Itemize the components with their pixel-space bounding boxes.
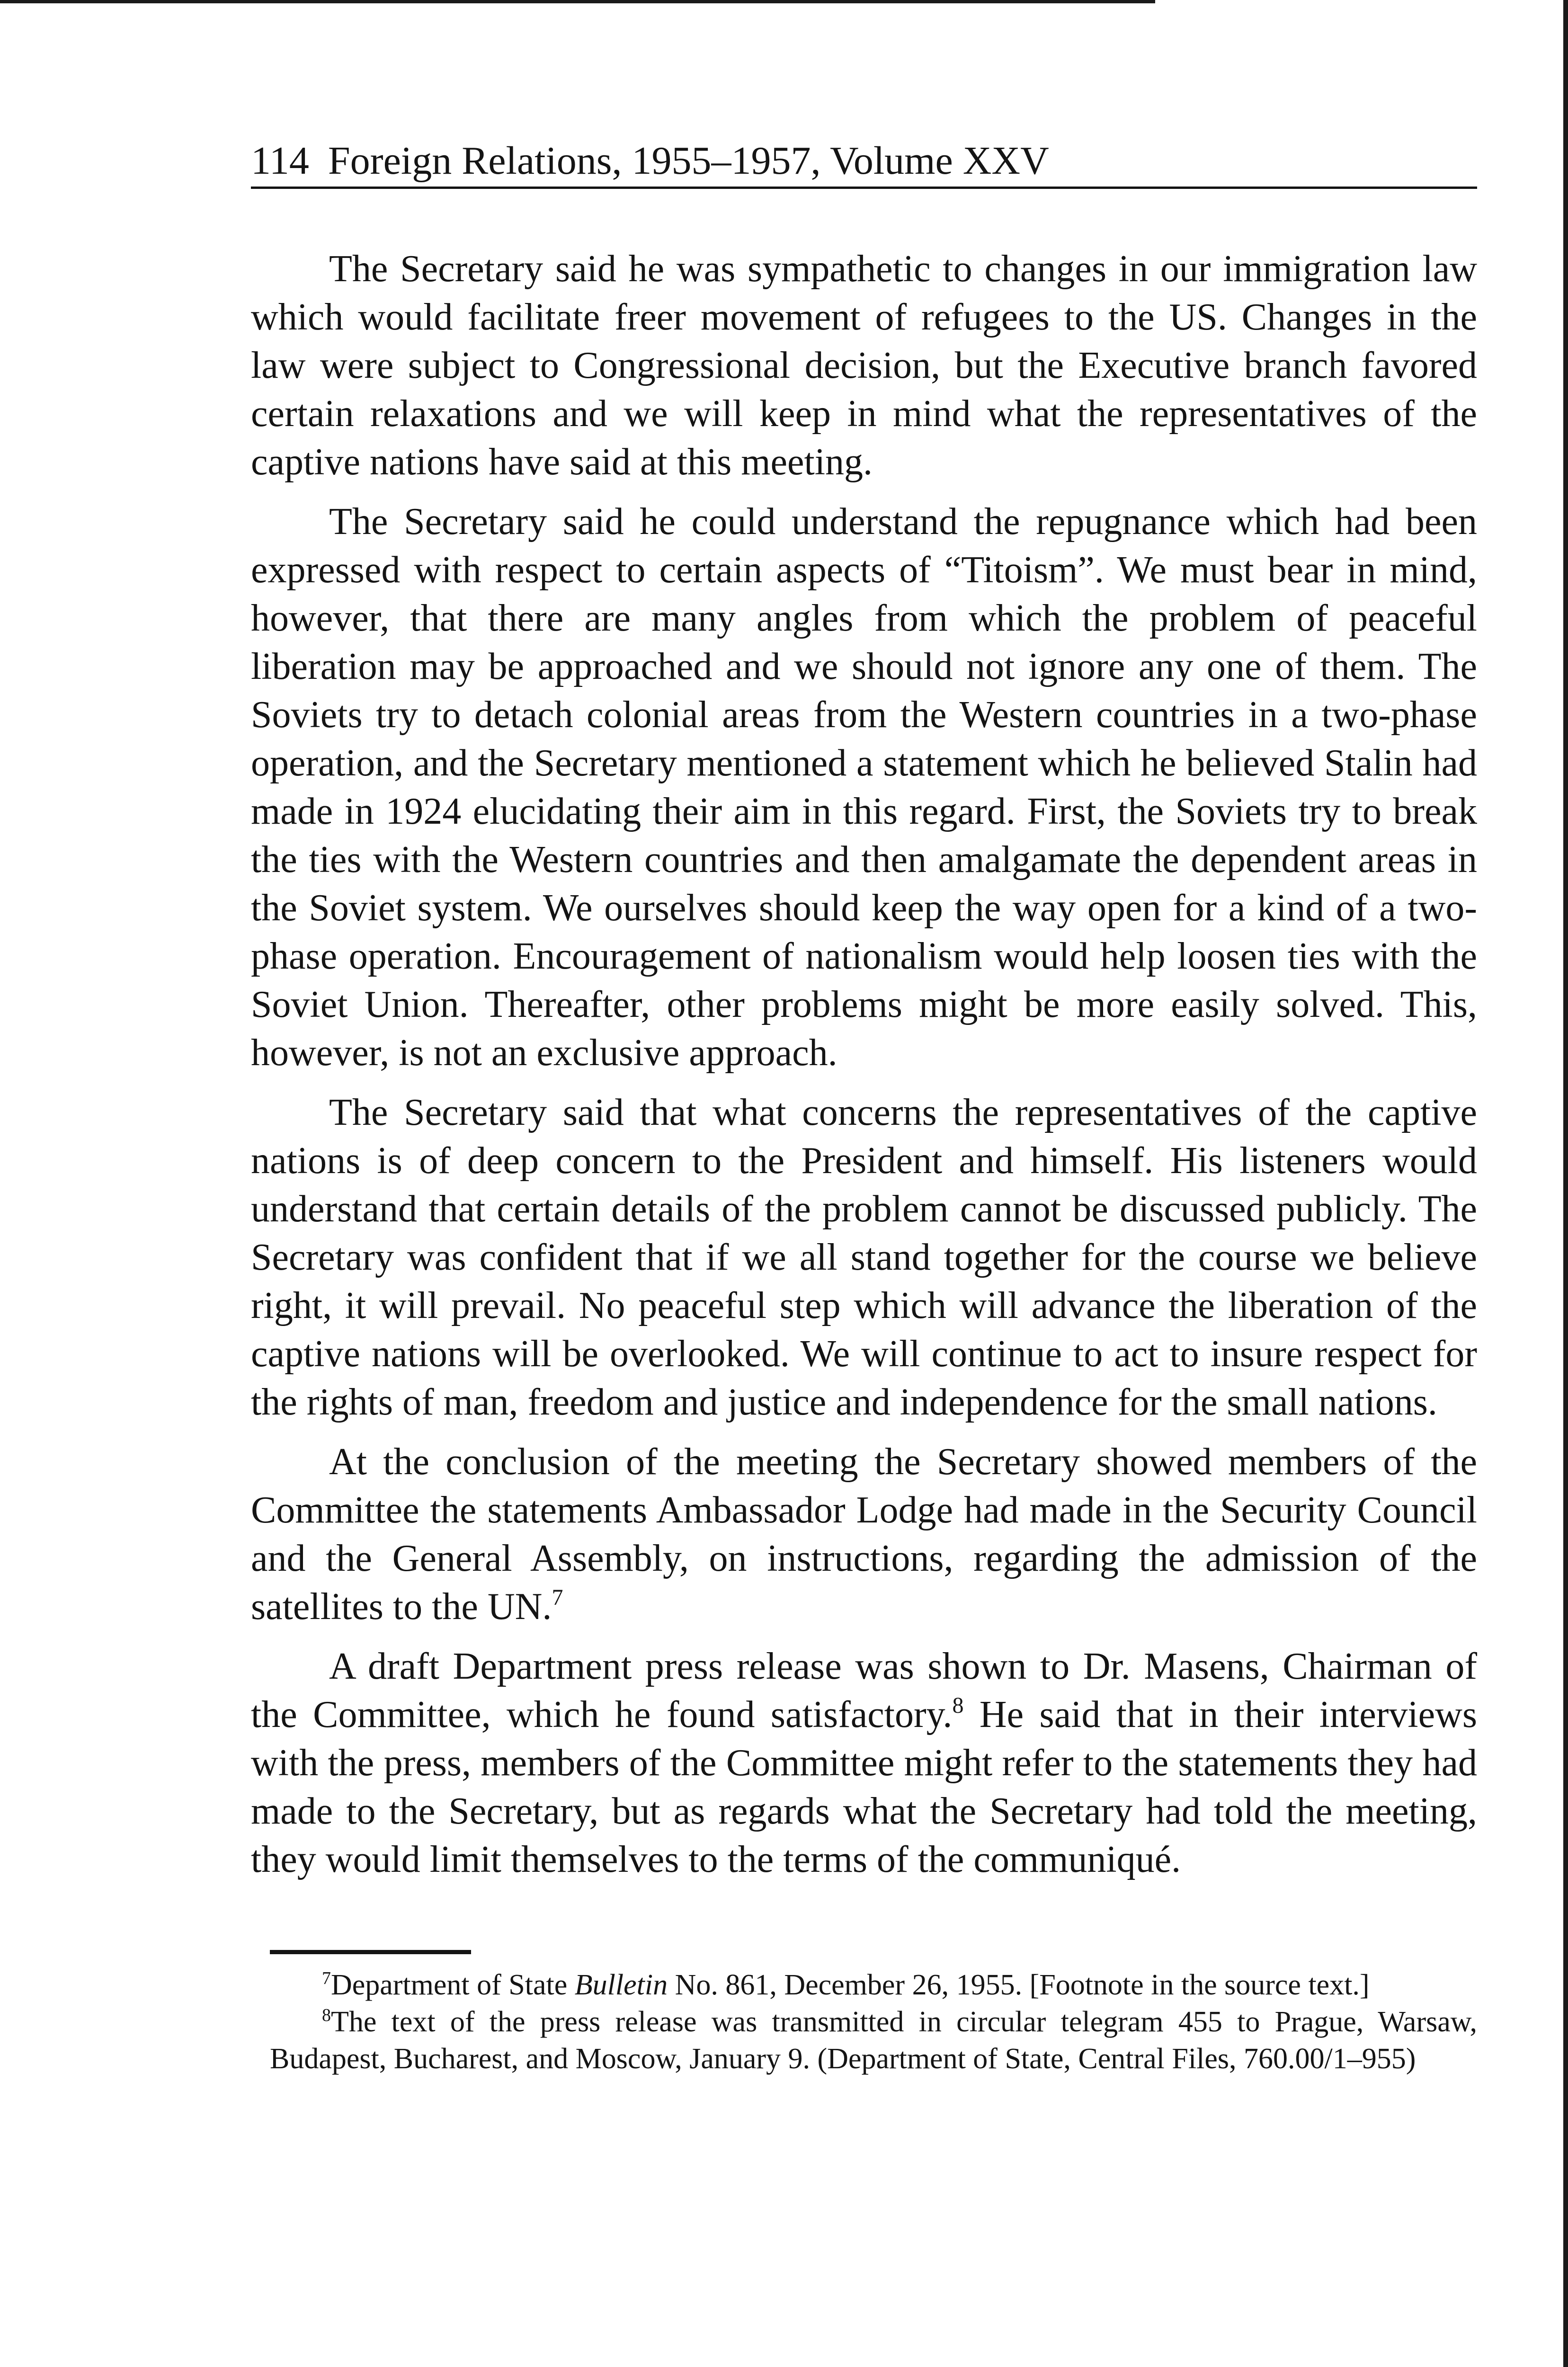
footnote-7-number: 7 [322,1968,331,1988]
footnote-7 [270,1967,1477,2003]
footnote-7-after: No. 861, December 26, 1955. [Footnote in the source text.] [668,1969,1370,2001]
paragraph-5-text-before: A draft Department press release was shown to Dr. Masens, Chairman of the Committee, which he found satisfactory. [251,1646,1477,1735]
paragraph-5 [251,1642,1477,1884]
running-head [251,137,1477,189]
footnote-8 [270,2003,1477,2077]
footnote-ref-8: 8 [952,1693,964,1718]
footnote-7-italic: Bulletin [574,1969,668,2001]
paragraph-3: The Secretary said that what concerns the representatives of the captive nations is of deep concern to the President and himself. His listeners would understand that certain details of the problem cannot be discussed publicly. The Secretary was confident that if we all stand together for the course we believe right, it will prevail. No peaceful step which will advance the liberation of the captive nations will be overlooked. We will continue to act to insure respect for the rights of man, freedom and justice and independence for the small nations. [251,1092,1477,1423]
paragraph-1: The Secretary said he was sympathetic to changes in our immigration law which would facilitate freer movement of refugees to the US. Changes in the law were subject to Congressional decision, but the Executive branch favored certain relaxations and we will keep in mind what the representatives of the captive nations have said at this meeting. [251,248,1477,483]
paragraph-4 [251,1438,1477,1631]
body-text [251,245,1477,1884]
footnote-8-number: 8 [322,2005,331,2025]
document-page [251,137,1477,2077]
paragraph-2: The Secretary said he could understand the repugnance which had been expressed with respect to certain aspects of “Titoism”. We must bear in mind, however, that there are many angles from which the problem of peaceful liberation may be approached and we should not ignore any one of them. The Soviets try to detach colonial areas from the Western countries in a two-phase operation, and the Secretary mentioned a statement which he believed Stalin had made in 1924 elucidating their aim in this regard. First, the Soviets try to break the ties with the Western countries and then amalgamate the dependent areas in the Soviet system. We ourselves should keep the way open for a kind of a two-phase operation. Encouragement of nationalism would help loosen ties with the Soviet Union. Thereafter, other problems might be more easily solved. This, however, is not an exclusive approach. [251,501,1477,1074]
footnote-8-text: The text of the press release was transmitted in circular telegram 455 to Prague, Warsaw, Budapest, Bucharest, and Moscow, January 9. (Department of State, Central Files, 760.00/1–955) [270,2006,1477,2075]
paragraph-4-text: At the conclusion of the meeting the Secretary showed members of the Committee the statements Ambassador Lodge had made in the Security Council and the General Assembly, on instructions, regarding the admission of the satellites to the UN. [251,1441,1477,1628]
scan-border-right [1563,0,1568,2367]
footnote-7-before: Department of State [331,1969,575,2001]
footnote-ref-7: 7 [552,1585,563,1610]
scan-border-top [0,0,1155,3]
publication-title: Foreign Relations, 1955–1957, Volume XXV [328,139,1049,183]
footnotes [270,1967,1477,2077]
page-number: 114 [251,139,309,183]
paragraph-5-text-after: He said that in their interviews with the press, members of the Committee might refer to the statements they had made to the Secretary, but as regards what the Secretary had told the meeting, they would limit themselves to the terms of the communiqué. [251,1694,1477,1880]
footnote-rule [270,1950,471,1954]
